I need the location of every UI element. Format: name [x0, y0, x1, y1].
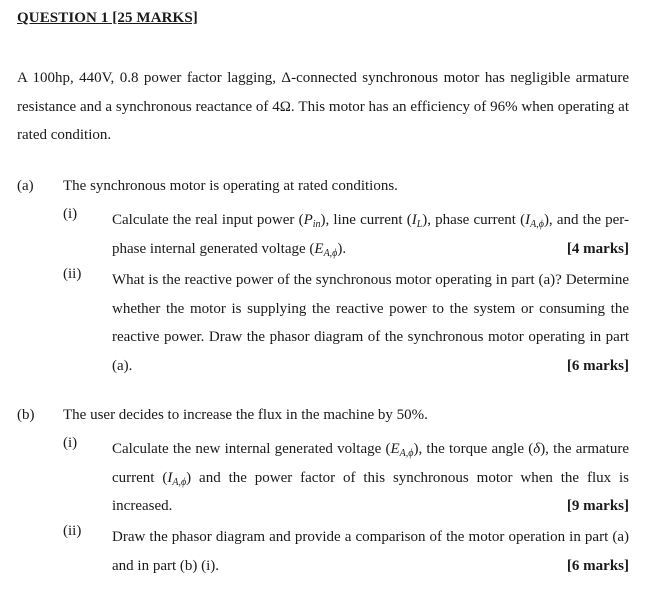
part-a-i-marks: [4 marks]: [566, 240, 629, 257]
part-a-i-label: (i): [63, 206, 78, 222]
part-b-ii-label: (ii): [63, 523, 82, 539]
part-b-stem: The user decides to increase the flux in the machine by 50%.: [63, 407, 428, 423]
question-heading: QUESTION 1 [25 MARKS]: [17, 10, 198, 26]
part-b-i-label: (i): [63, 435, 78, 451]
part-b-label: (b): [17, 407, 35, 423]
part-a-ii-marks: [6 marks]: [566, 357, 629, 374]
part-b-i-marks: [9 marks]: [566, 498, 629, 514]
part-b-i-text: Calculate the new internal generated voltage $(E_{A,\phi})$, the torque angle (δ), the armature current $(I_{A,\phi})$ and the power factor of this synchronous motor when the flux is increased. [9 marks]: [112, 435, 629, 521]
part-a-ii-label: (ii): [63, 266, 82, 282]
part-a-ii-text: What is the reactive power of the synchronous motor operating in part (a)? Determine whether the motor is supplying the reactive power to the system or consuming the reactive power. Draw the phasor diagram of the synchronous motor operating in part (a). [6 marks]: [112, 266, 629, 380]
part-a-label: (a): [17, 178, 34, 194]
question-intro: A 100hp, 440V, 0.8 power factor lagging, Δ-connected synchronous motor has negligible armature resistance and a synchronous reactance of 4Ω. This motor has an efficiency of 96% when operating at rated condition.: [17, 70, 629, 143]
part-a-i-text: Calculate the real input power $(P_{in})$, line current $(I_L)$, phase current $(I_{A,\phi})$, and the per-phase internal generated voltage $(E_{A,\phi})$. [4 marks]: [112, 206, 629, 263]
part-b-ii-text: Draw the phasor diagram and provide a comparison of the motor operation in part (a) and in part (b) (i). [6 marks]: [112, 523, 629, 580]
part-a-stem: The synchronous motor is operating at rated conditions.: [63, 178, 398, 194]
part-b-ii-marks: [6 marks]: [566, 557, 629, 574]
